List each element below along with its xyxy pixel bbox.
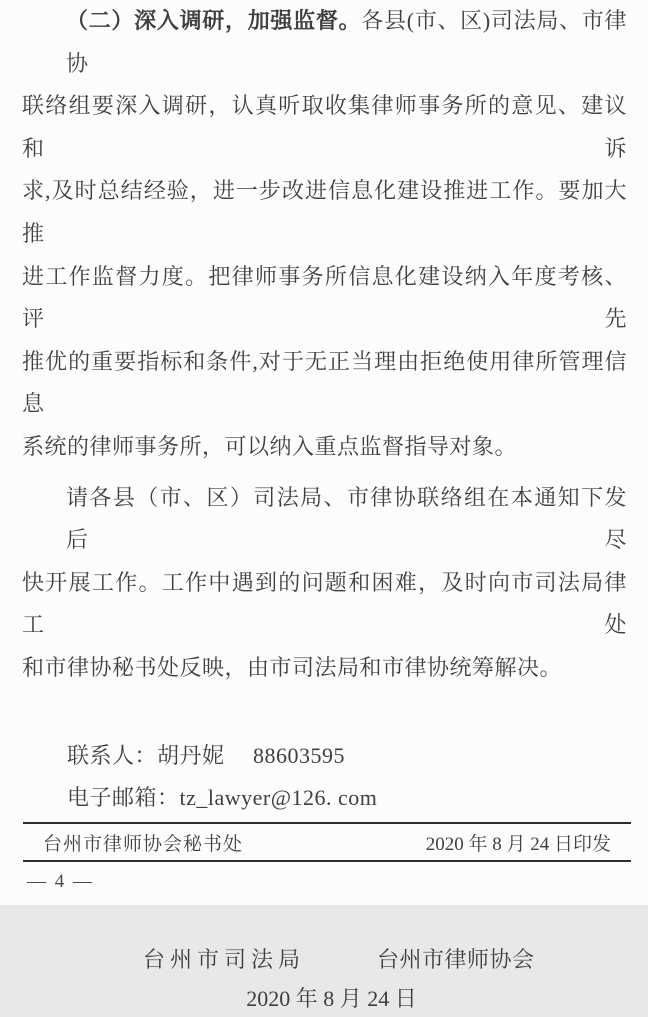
page-number: — 4 — [27, 871, 94, 892]
signature-date: 2020 年 8 月 24 日 [246, 986, 417, 1012]
contact-info [22, 735, 627, 820]
text-line: 推优的重要指标和条件,对于无正当理由拒绝使用律所管理信息 [22, 348, 627, 417]
footer-imprint-band [23, 822, 631, 862]
contact-email-line: 电子邮箱：tz_lawyer@126. com [67, 785, 378, 811]
text-line: 和市律协秘书处反映，由市司法局和市律协统筹解决。 [22, 654, 563, 680]
section-heading: （二）深入调研，加强监督。 [66, 8, 362, 33]
text-line: 进工作监督力度。把律师事务所信息化建设纳入年度考核、评先 [22, 263, 627, 332]
text-line: 求,及时总结经验，进一步改进信息化建设推进工作。要加大推 [22, 178, 627, 246]
text-line: 快开展工作。工作中遇到的问题和困难，及时向市司法局律工处 [22, 569, 627, 638]
text-line: 请各县（市、区）司法局、市律协联络组在本通知下发后尽 [66, 484, 627, 553]
text-line: 联络组要深入调研，认真听取收集律师事务所的意见、建议和诉 [22, 93, 627, 161]
text-line: 系统的律师事务所，可以纳入重点监督指导对象。 [22, 433, 518, 459]
footer-issuer: 台州市律师协会秘书处 [43, 833, 244, 855]
signature-org-lawyers-association: 台州市律师协会 [377, 946, 535, 972]
signature-organizations [22, 939, 627, 982]
paragraph-request [22, 477, 627, 690]
signature-org-justice-bureau: 台州市司法局 [143, 946, 306, 972]
contact-person-line: 联系人：胡丹妮 88603595 [67, 742, 346, 768]
footer-print-date: 2020 年 8 月 24 日印发 [425, 833, 611, 855]
text-line [22, 0, 627, 85]
paragraph-measures [22, 0, 627, 469]
text-run: 各县(市、区)司法局、市律协 [66, 8, 627, 76]
